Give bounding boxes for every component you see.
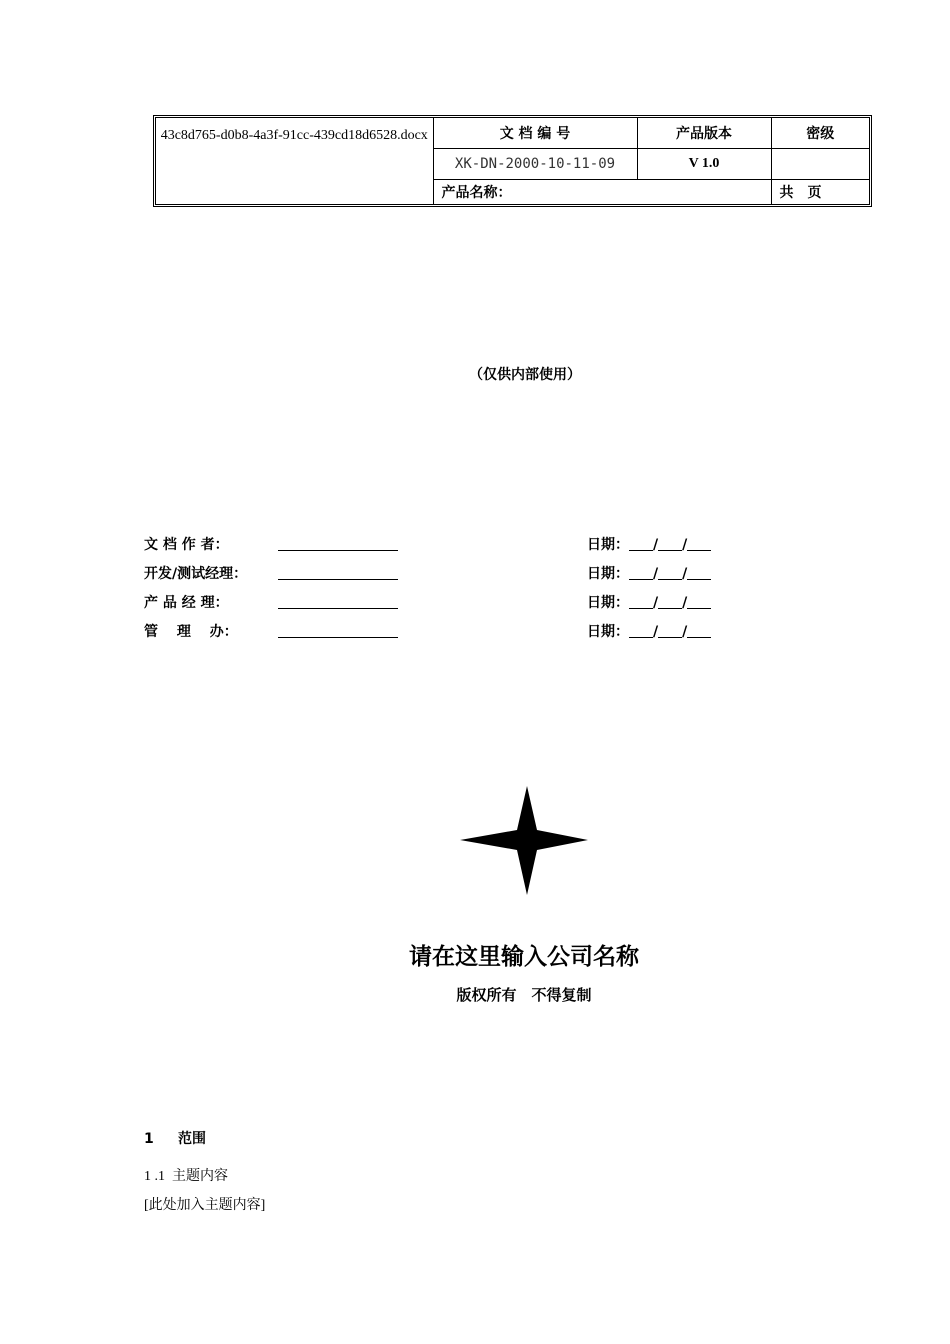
company-name: 请在这里输入公司名称 [409, 944, 639, 970]
product-version-label: 产品版本 [637, 118, 771, 148]
signature-line [278, 565, 398, 580]
signature-label: 开发/测试经理： [144, 566, 248, 582]
body-paragraph: [此处加入主题内容] [144, 1198, 266, 1213]
signature-line [278, 594, 398, 609]
file-name: 43c8d765-d0b8-4a3f-91cc-439cd18d6528.docx [156, 118, 433, 204]
signature-row-dev-test-manager [144, 563, 398, 583]
subsection-number: 1 .1 [144, 1169, 165, 1184]
security-level-value [771, 148, 869, 179]
date-row-product-manager: 日期： / / [587, 592, 711, 612]
section-heading [144, 1128, 206, 1148]
date-label: 日期： [587, 566, 629, 582]
product-name-label: 产品名称： [433, 179, 771, 204]
four-point-star-icon [460, 786, 588, 896]
signature-line [278, 536, 398, 551]
signature-label: 产 品 经 理： [144, 595, 229, 611]
signature-row-admin-office [144, 621, 398, 641]
copyright-notice: 版权所有 不得复制 [456, 986, 592, 1004]
signature-row-product-manager [144, 592, 398, 612]
signature-label: 管 理 办： [144, 624, 238, 640]
date-row-admin-office: 日期： / / [587, 621, 711, 641]
section-number: 1 [144, 1131, 154, 1147]
subsection-title: 主题内容 [172, 1169, 228, 1184]
internal-use-notice: （仅供内部使用） [469, 367, 581, 383]
signature-label: 文 档 作 者： [144, 537, 229, 553]
total-pages-label: 共 页 [771, 179, 869, 204]
product-version-value: V 1.0 [637, 148, 771, 179]
security-level-label: 密级 [771, 118, 869, 148]
doc-number-label: 文 档 编 号 [433, 118, 637, 148]
signature-row-author [144, 534, 398, 554]
document-header-table [153, 115, 872, 207]
doc-number-value: XK-DN-2000-10-11-09 [433, 148, 637, 179]
date-label: 日期： [587, 595, 629, 611]
date-row-author: 日期： / / [587, 534, 711, 554]
date-label: 日期： [587, 537, 629, 553]
subsection-heading [144, 1165, 228, 1185]
section-title: 范围 [178, 1131, 206, 1147]
date-label: 日期： [587, 624, 629, 640]
signature-line [278, 623, 398, 638]
date-row-dev-test-manager: 日期： / / [587, 563, 711, 583]
